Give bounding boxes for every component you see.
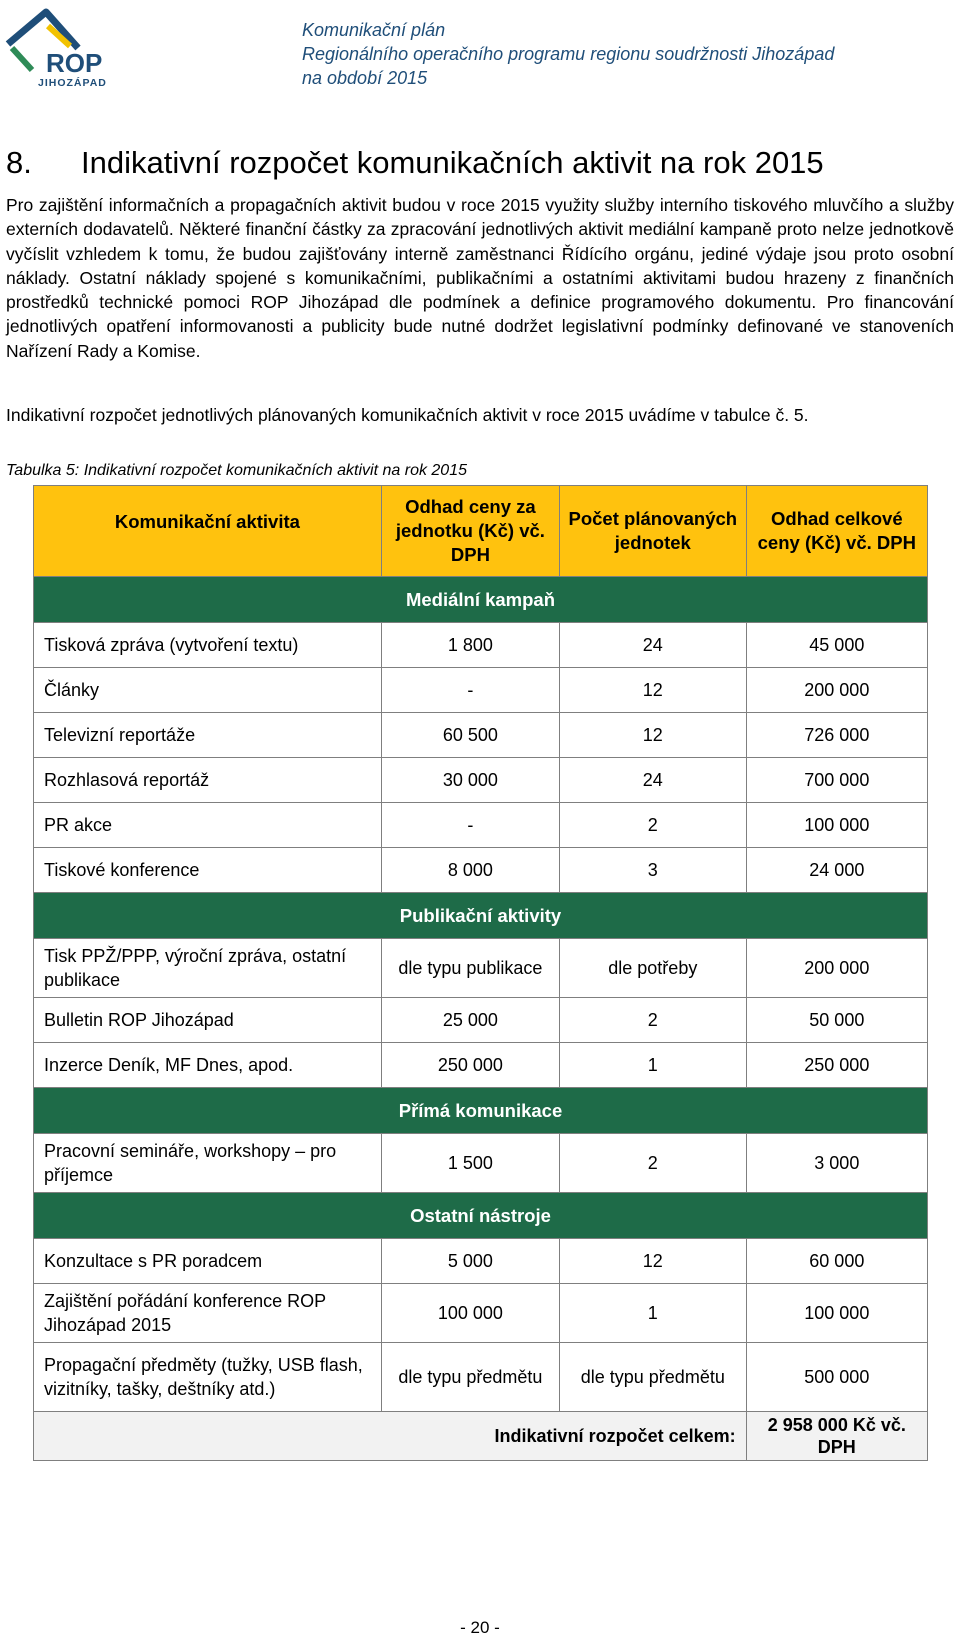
cell-count: 3 bbox=[559, 848, 746, 893]
table-reference-paragraph: Indikativní rozpočet jednotlivých plánovaných komunikačních aktivit v roce 2015 uvádíme v tabulce č. 5. bbox=[6, 405, 809, 425]
cell-count: 1 bbox=[559, 1284, 746, 1343]
cell-count: 12 bbox=[559, 1239, 746, 1284]
cell-activity: Inzerce Deník, MF Dnes, apod. bbox=[34, 1043, 382, 1088]
table-header-row bbox=[34, 486, 928, 577]
page-number: - 20 - bbox=[460, 1618, 500, 1637]
table-row bbox=[34, 668, 928, 713]
cell-unit-price: 250 000 bbox=[381, 1043, 559, 1088]
rop-logo bbox=[4, 8, 124, 88]
cell-unit-price: - bbox=[381, 803, 559, 848]
table-row bbox=[34, 998, 928, 1043]
total-row bbox=[34, 1412, 928, 1461]
logo-text: ROP bbox=[46, 48, 103, 78]
intro-paragraph: Pro zajištění informačních a propagačních aktivit budou v roce 2015 využity služby interního tiskového mluvčího a služby externích dodavatelů. Některé finanční částky za zpracování jednotlivých aktivit mediální kampaně proto nelze jednotkově vyčíslit vzhledem k tomu, že budou zajišťovány interně zaměstnanci Řídícího orgánu, jediné výdaje jsou proto osobní náklady. Ostatní náklady spojené s komunikačními, publikačními a ostatními aktivitami budou hrazeny z finančních prostředků technické pomoci ROP Jihozápad dle podmínek a definice programového dokumentu. Pro financování jednotlivých opatření informovanosti a publicity bude nutné dodržet legislativní podmínky definované ve stanoveních Nařízení Rady a Komise. bbox=[6, 195, 954, 361]
cell-total: 726 000 bbox=[746, 713, 927, 758]
cell-activity: Rozhlasová reportáž bbox=[34, 758, 382, 803]
cell-unit-price: 30 000 bbox=[381, 758, 559, 803]
cell-activity: Televizní reportáže bbox=[34, 713, 382, 758]
header-unit-count: Počet plánovaných jednotek bbox=[559, 486, 746, 577]
cell-count: dle typu předmětu bbox=[559, 1343, 746, 1412]
cell-activity: Pracovní semináře, workshopy – pro příjemce bbox=[34, 1134, 382, 1193]
cell-total: 200 000 bbox=[746, 939, 927, 998]
cell-total: 45 000 bbox=[746, 623, 927, 668]
header-line-3: na období 2015 bbox=[302, 68, 428, 88]
cell-count: 2 bbox=[559, 1134, 746, 1193]
cell-unit-price: 5 000 bbox=[381, 1239, 559, 1284]
table-row bbox=[34, 758, 928, 803]
cell-activity: Konzultace s PR poradcem bbox=[34, 1239, 382, 1284]
cell-count: 24 bbox=[559, 758, 746, 803]
table-row bbox=[34, 1134, 928, 1193]
cell-unit-price: 60 500 bbox=[381, 713, 559, 758]
header-line-2: Regionálního operačního programu regionu soudržnosti Jihozápad bbox=[302, 44, 835, 64]
section-row-media bbox=[34, 577, 928, 623]
table-row bbox=[34, 803, 928, 848]
cell-count: 2 bbox=[559, 998, 746, 1043]
cell-activity: Bulletin ROP Jihozápad bbox=[34, 998, 382, 1043]
cell-total: 60 000 bbox=[746, 1239, 927, 1284]
table-row bbox=[34, 713, 928, 758]
cell-activity: Články bbox=[34, 668, 382, 713]
header-unit-price: Odhad ceny za jednotku (Kč) vč. DPH bbox=[381, 486, 559, 577]
header-activity: Komunikační aktivita bbox=[34, 486, 382, 577]
cell-count: 2 bbox=[559, 803, 746, 848]
section-title: Indikativní rozpočet komunikačních aktivit na rok 2015 bbox=[81, 145, 824, 180]
cell-count: dle potřeby bbox=[559, 939, 746, 998]
running-header bbox=[302, 18, 942, 90]
cell-activity: Propagační předměty (tužky, USB flash, vizitníky, tašky, deštníky atd.) bbox=[34, 1343, 382, 1412]
cell-total: 50 000 bbox=[746, 998, 927, 1043]
table-row bbox=[34, 848, 928, 893]
total-value: 2 958 000 Kč vč. DPH bbox=[746, 1412, 927, 1461]
cell-activity: Zajištění pořádání konference ROP Jihozápad 2015 bbox=[34, 1284, 382, 1343]
cell-total: 100 000 bbox=[746, 1284, 927, 1343]
section-title: Mediální kampaň bbox=[34, 577, 928, 623]
table-row bbox=[34, 1043, 928, 1088]
cell-total: 3 000 bbox=[746, 1134, 927, 1193]
cell-total: 250 000 bbox=[746, 1043, 927, 1088]
cell-unit-price: 1 800 bbox=[381, 623, 559, 668]
section-row-direct-communication bbox=[34, 1088, 928, 1134]
total-label: Indikativní rozpočet celkem: bbox=[34, 1412, 747, 1461]
cell-unit-price: 8 000 bbox=[381, 848, 559, 893]
cell-total: 200 000 bbox=[746, 668, 927, 713]
cell-count: 24 bbox=[559, 623, 746, 668]
cell-unit-price: 1 500 bbox=[381, 1134, 559, 1193]
table-caption: Tabulka 5: Indikativní rozpočet komunikačních aktivit na rok 2015 bbox=[6, 462, 467, 479]
cell-unit-price: 25 000 bbox=[381, 998, 559, 1043]
header-line-1: Komunikační plán bbox=[302, 20, 446, 40]
section-title: Ostatní nástroje bbox=[34, 1193, 928, 1239]
table-row bbox=[34, 623, 928, 668]
cell-count: 1 bbox=[559, 1043, 746, 1088]
cell-activity: Tisk PPŽ/PPP, výroční zpráva, ostatní publikace bbox=[34, 939, 382, 998]
cell-activity: PR akce bbox=[34, 803, 382, 848]
section-heading bbox=[6, 143, 824, 183]
budget-table bbox=[33, 485, 928, 1461]
cell-total: 500 000 bbox=[746, 1343, 927, 1412]
header-total-price: Odhad celkové ceny (Kč) vč. DPH bbox=[746, 486, 927, 577]
cell-count: 12 bbox=[559, 668, 746, 713]
cell-unit-price: dle typu publikace bbox=[381, 939, 559, 998]
cell-total: 100 000 bbox=[746, 803, 927, 848]
table-row bbox=[34, 1284, 928, 1343]
table-row bbox=[34, 1239, 928, 1284]
cell-count: 12 bbox=[559, 713, 746, 758]
cell-unit-price: - bbox=[381, 668, 559, 713]
cell-unit-price: dle typu předmětu bbox=[381, 1343, 559, 1412]
section-row-publications bbox=[34, 893, 928, 939]
cell-activity: Tiskové konference bbox=[34, 848, 382, 893]
section-number: 8. bbox=[6, 145, 32, 180]
cell-total: 24 000 bbox=[746, 848, 927, 893]
cell-activity: Tisková zpráva (vytvoření textu) bbox=[34, 623, 382, 668]
table-row bbox=[34, 939, 928, 998]
section-title: Publikační aktivity bbox=[34, 893, 928, 939]
cell-unit-price: 100 000 bbox=[381, 1284, 559, 1343]
logo-subtext: JIHOZÁPAD bbox=[38, 77, 107, 88]
section-row-other-tools bbox=[34, 1193, 928, 1239]
table-row bbox=[34, 1343, 928, 1412]
section-title: Přímá komunikace bbox=[34, 1088, 928, 1134]
cell-total: 700 000 bbox=[746, 758, 927, 803]
